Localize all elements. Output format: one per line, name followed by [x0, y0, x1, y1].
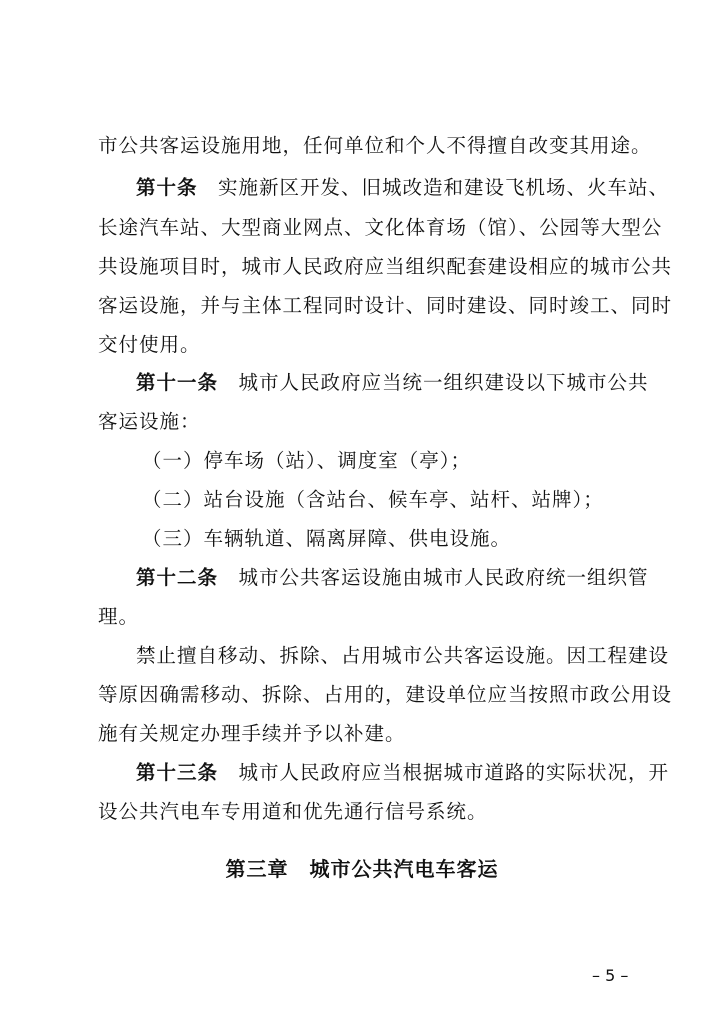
- article-11-line: 第十一条 城市人民政府应当统一组织建设以下城市公共: [136, 371, 649, 394]
- chapter-heading: 第三章 城市公共汽电车客运: [225, 857, 499, 881]
- paragraph-line: 施有关规定办理手续并予以补建。: [98, 722, 406, 745]
- list-item: （三）车辆轨道、隔离屏障、供电设施。: [142, 527, 512, 550]
- paragraph-line: 禁止擅自移动、拆除、占用城市公共客运设施。因工程建设: [136, 644, 670, 667]
- list-item: （一）停车场（站）、调度室（亭）；: [142, 449, 472, 472]
- list-item: （二）站台设施（含站台、候车亭、站杆、站牌）；: [142, 488, 604, 511]
- paragraph-line: 等原因确需移动、拆除、占用的，建设单位应当按照市政公用设: [98, 683, 673, 706]
- paragraph-line: 客运设施：: [98, 410, 201, 433]
- paragraph-line: 理。: [98, 605, 140, 628]
- paragraph-line: 交付使用。: [98, 333, 201, 356]
- paragraph-line: 长途汽车站、大型商业网点、文化体育场（馆）、公园等大型公: [98, 216, 663, 239]
- article-number: 第十三条: [136, 761, 219, 784]
- paragraph-line: 设公共汽电车专用道和优先通行信号系统。: [98, 800, 488, 823]
- paragraph-line: 共设施项目时，城市人民政府应当组织配套建设相应的城市公共: [98, 255, 673, 278]
- page-number: – 5 –: [592, 966, 629, 985]
- article-10-line: 第十条 实施新区开发、旧城改造和建设飞机场、火车站、: [136, 176, 670, 199]
- paragraph-line: 客运设施，并与主体工程同时设计、同时建设、同时竣工、同时: [98, 294, 673, 317]
- article-13-line: 第十三条 城市人民政府应当根据城市道路的实际状况，开: [136, 761, 670, 784]
- article-number: 第十二条: [136, 566, 219, 589]
- article-number: 第十一条: [136, 371, 219, 394]
- article-number: 第十条: [136, 176, 198, 199]
- article-12-line: 第十二条 城市公共客运设施由城市人民政府统一组织管: [136, 566, 649, 589]
- paragraph-line: 市公共客运设施用地，任何单位和个人不得擅自改变其用途。: [98, 134, 652, 157]
